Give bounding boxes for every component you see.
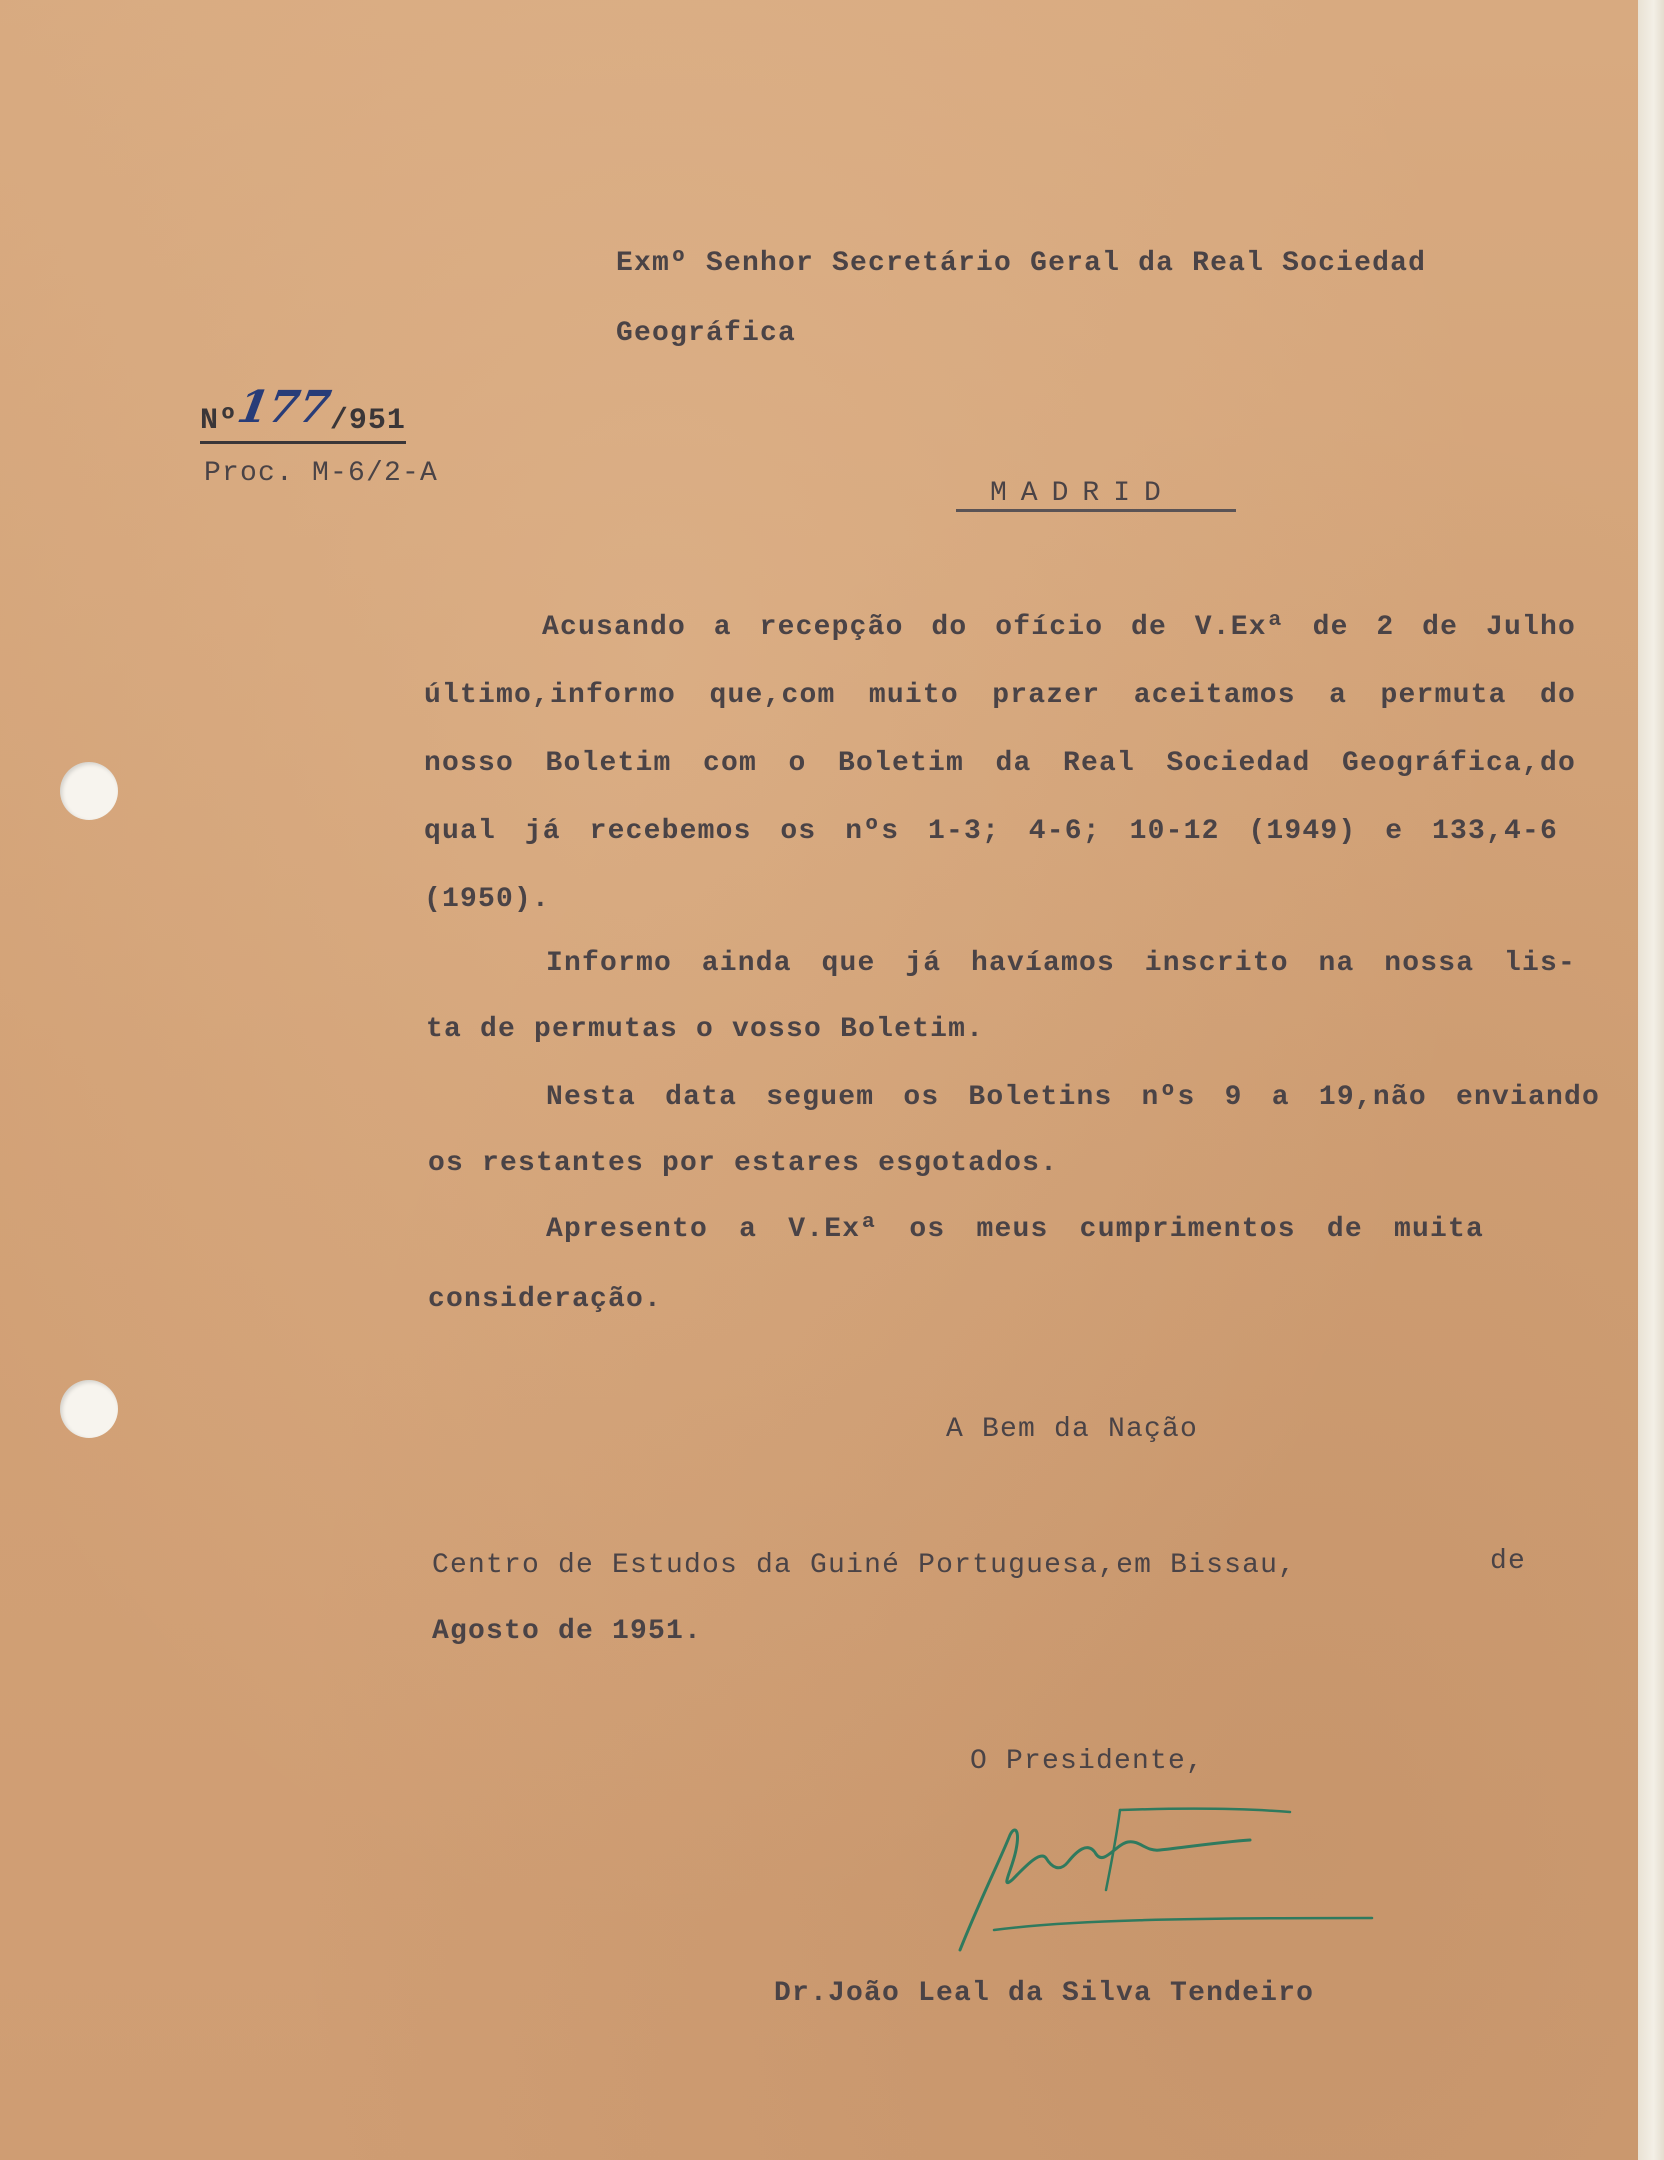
signer-name: Dr.João Leal da Silva Tendeiro	[774, 1978, 1315, 2009]
body-line-10: Apresento a V.Exª os meus cumprimentos de muita	[546, 1214, 1484, 1245]
salutation: A Bem da Nação	[946, 1414, 1199, 1445]
reference-suffix: /951	[329, 404, 406, 438]
reference-number	[200, 382, 406, 444]
place-line-1-de: de	[1490, 1546, 1527, 1577]
body-line-7: ta de permutas o vosso Boletim.	[426, 1014, 985, 1045]
body-line-1: Acusando a recepção do ofício de V.Exª de 2 de Julho	[542, 612, 1576, 643]
body-line-4: qual já recebemos os nºs 1-3; 4-6; 10-12 (1949) e 133,4-6	[424, 816, 1558, 847]
place-line-1: Centro de Estudos da Guiné Portuguesa,em Bissau,	[432, 1550, 1297, 1581]
signer-title: O Presidente,	[970, 1746, 1205, 1777]
scan-edge	[1638, 0, 1664, 2160]
city-underline	[956, 509, 1236, 512]
reference-handwritten-number: 177	[233, 382, 335, 433]
punch-hole-top	[60, 762, 118, 820]
body-line-6: Informo ainda que já havíamos inscrito na nossa lis-	[546, 948, 1576, 979]
handwritten-signature	[920, 1780, 1380, 1970]
city-heading: MADRID	[990, 478, 1175, 509]
recipient-line-1: Exmº Senhor Secretário Geral da Real Sociedad	[616, 248, 1427, 279]
body-line-3: nosso Boletim com o Boletim da Real Sociedad Geográfica,do	[424, 748, 1576, 779]
place-line-2: Agosto de 1951.	[432, 1616, 703, 1647]
punch-hole-bottom	[60, 1380, 118, 1438]
body-line-8: Nesta data seguem os Boletins nºs 9 a 19,não enviando	[546, 1082, 1600, 1113]
body-line-11: consideração.	[428, 1284, 663, 1315]
recipient-line-2: Geográfica	[616, 318, 797, 349]
body-line-2: último,informo que,com muito prazer aceitamos a permuta do	[424, 680, 1576, 711]
body-line-9: os restantes por estares esgotados.	[428, 1148, 1059, 1179]
reference-prefix: Nº	[200, 404, 239, 438]
body-line-5: (1950).	[424, 884, 551, 915]
process-number: Proc. M-6/2-A	[204, 458, 439, 489]
